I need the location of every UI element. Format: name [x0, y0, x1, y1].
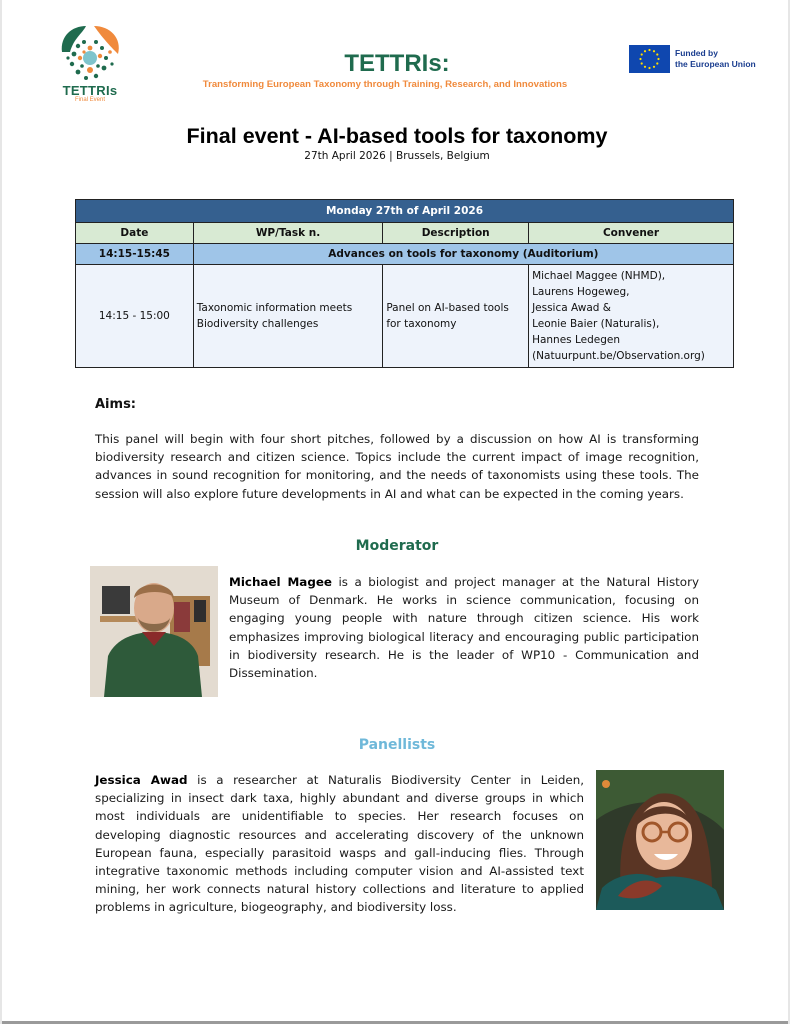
moderator-name: Michael Magee	[229, 575, 332, 589]
cell-wp-task: Taxonomic information meets Biodiversity challenges	[193, 265, 383, 368]
aims-heading: Aims:	[95, 397, 136, 412]
convener-line: Jessica Awad &	[532, 302, 611, 314]
panellists-heading: Panellists	[358, 737, 436, 753]
convener-line: Hannes Ledegen	[532, 334, 620, 346]
session-title: Advances on tools for taxonomy (Auditorium)	[193, 244, 733, 265]
column-header-date: Date	[76, 223, 194, 244]
convener-line: Leonie Baier (Naturalis),	[532, 318, 660, 330]
moderator-bio	[229, 573, 699, 682]
funding-line-1: Funded by	[675, 48, 718, 58]
cell-description: Panel on AI-based tools for taxonomy	[383, 265, 529, 368]
column-header-convener: Convener	[529, 223, 734, 244]
aims-text: This panel will begin with four short pitches, followed by a discussion on how AI is transforming biodiversity research and citizen science. Topics include the current impact of image recognition, advances in sound recognition for monitoring, and the needs of taxonomists using these tools. The session will also explore future developments in AI and what can be expected in the coming years.	[95, 432, 699, 501]
panellist-name: Jessica Awad	[95, 773, 188, 787]
panellist-bio	[95, 771, 584, 917]
eu-funding-badge	[629, 45, 756, 73]
convener-line: Michael Maggee (NHMD),	[532, 270, 666, 282]
logo-subtitle: Final Event	[74, 97, 105, 103]
logo-name: TETTRIs	[62, 83, 118, 98]
panellist-bio-text: is a researcher at Naturalis Biodiversity Center in Leiden, specializing in insect dark taxa, highly abundant and diverse groups in which most individuals are unidentifiable to species. Her research focuses on developing diagnostic resources and accelerating discovery of the unknown European fauna, especially parasitoid wasps and gall-inducing flies. Through integrative taxonomic methods including computer vision and AI-assisted text mining, her work connects natural history collections and literature to applied problems in agriculture, biogeography, and biodiversity loss.	[95, 773, 585, 915]
moderator-heading: Moderator	[355, 538, 439, 554]
project-title: TETTRIs:	[344, 50, 450, 77]
convener-line: (Natuurpunt.be/Observation.org)	[532, 350, 705, 362]
cell-convener	[529, 265, 734, 368]
moderator-bio-text: is a biologist and project manager at the Natural History Museum of Denmark. He works in science communication, focusing on engaging young people with nature through citizen science. His work emphasizes improving biological literacy and encouraging public participation in biodiversity research. He is the leader of WP10 - Communication and Dissemination.	[229, 575, 699, 681]
event-date-location: 27th April 2026 | Brussels, Belgium	[304, 150, 490, 162]
funding-line-2: the European Union	[675, 59, 756, 69]
cell-date: 14:15 - 15:00	[76, 265, 194, 368]
table-row	[76, 265, 734, 368]
convener-line: Laurens Hogeweg,	[532, 286, 630, 298]
eu-flag-icon	[629, 45, 670, 73]
table-session-row	[76, 244, 734, 265]
table-day-row	[76, 200, 734, 223]
panellist-photo	[596, 770, 724, 910]
schedule-table	[75, 199, 734, 368]
project-tagline: Transforming European Taxonomy through Training, Research, and Innovations	[202, 79, 568, 90]
event-title: Final event - AI-based tools for taxonomy	[186, 124, 608, 148]
column-header-description: Description	[383, 223, 529, 244]
table-header-row	[76, 223, 734, 244]
moderator-photo	[90, 566, 218, 697]
day-header: Monday 27th of April 2026	[76, 200, 734, 223]
funding-text	[675, 48, 756, 70]
session-time: 14:15-15:45	[76, 244, 194, 265]
column-header-wp-task: WP/Task n.	[193, 223, 383, 244]
